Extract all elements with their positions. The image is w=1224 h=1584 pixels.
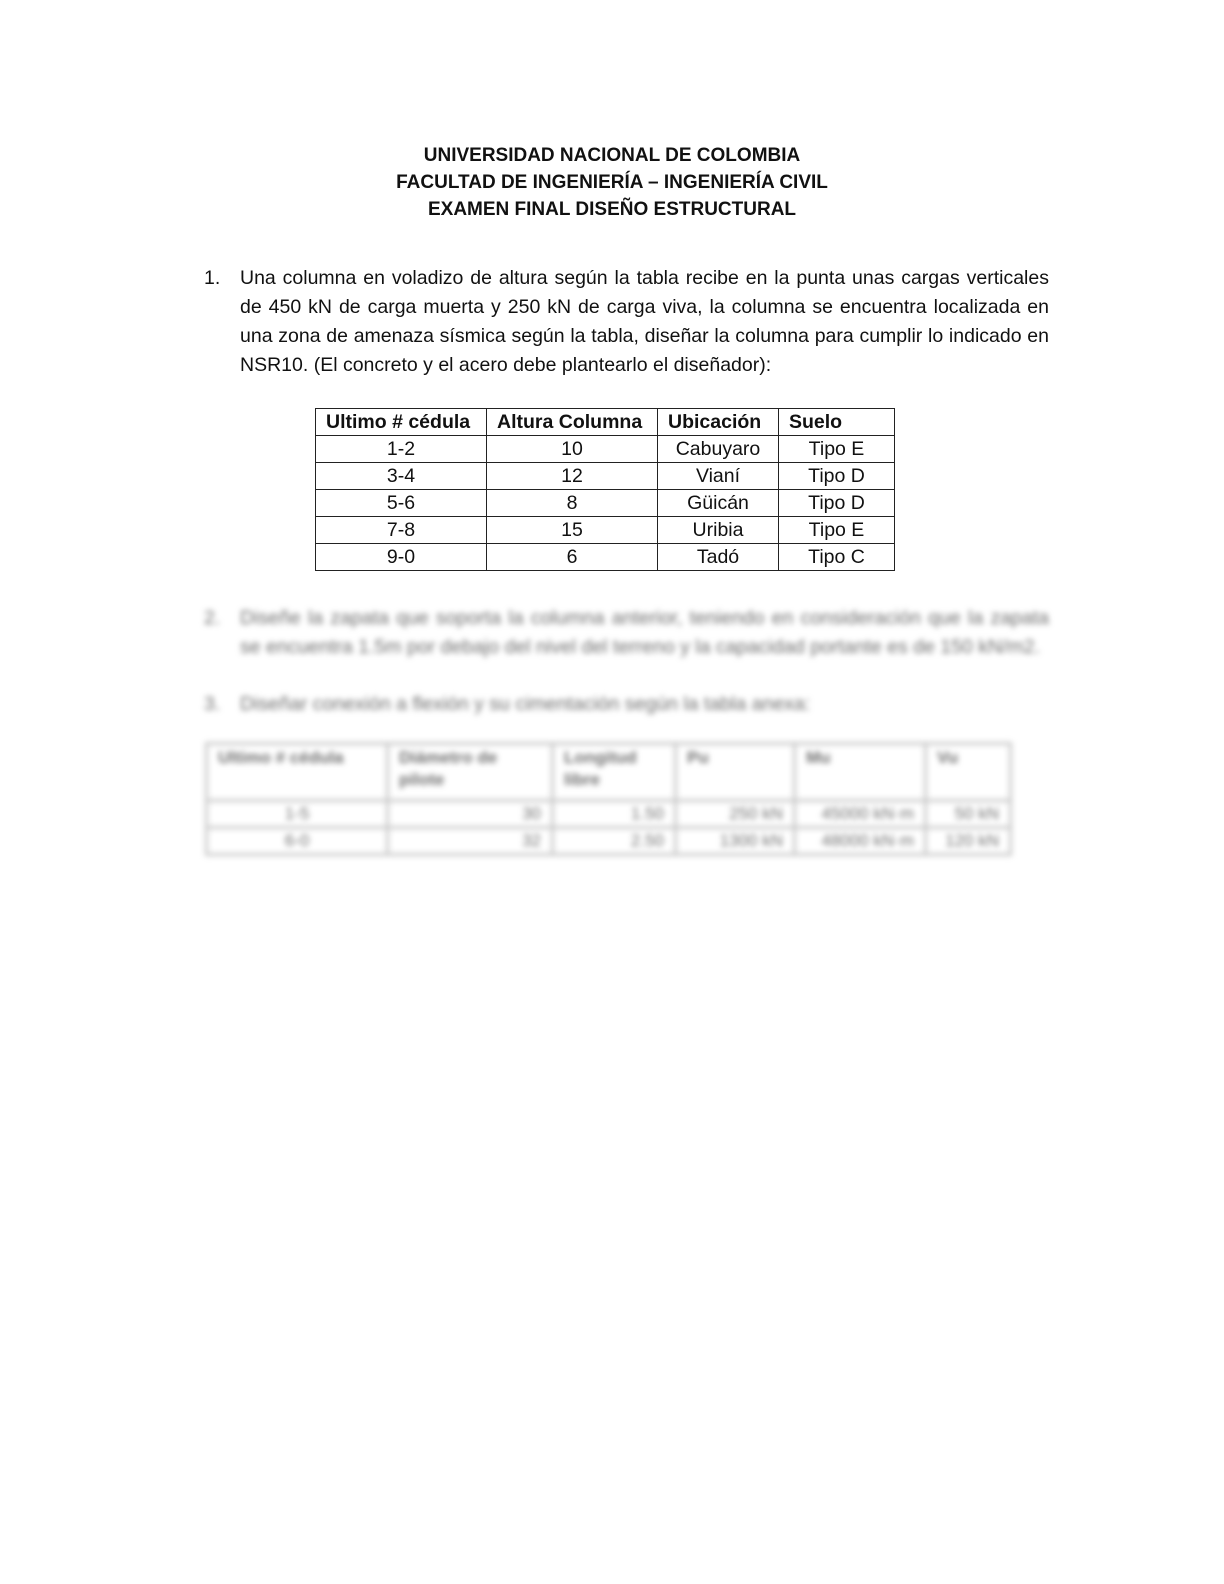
table-row [207, 801, 1011, 828]
table-header-cell: Ultimo # cédula [316, 409, 487, 436]
question-2-blurred [204, 604, 1049, 662]
table-cell: 30 [388, 801, 553, 828]
question-text: Diseñe la zapata que soporta la columna anterior, teniendo en consideración que la zapata se encuentra 1.5m por debajo del nivel del terreno y la capacidad portante es de 150 kN/m2. [240, 607, 1049, 658]
table-header-row [207, 744, 1011, 801]
table-cell: 15 [487, 517, 658, 544]
table-cell: 32 [388, 828, 553, 855]
table-cell: 250 kN [676, 801, 795, 828]
table-cell: Tipo C [779, 544, 895, 571]
table-cell: Tipo D [779, 463, 895, 490]
table-cell: Tipo E [779, 517, 895, 544]
table-header-cell: Pu [676, 744, 795, 801]
table-row [316, 544, 895, 571]
table-cell: Vianí [658, 463, 779, 490]
table-header-cell: Ultimo # cédula [207, 744, 388, 801]
table-cell: Tipo D [779, 490, 895, 517]
table-header-cell: Diámetro de pilote [388, 744, 553, 801]
table-cell: Tipo E [779, 436, 895, 463]
table-row [207, 828, 1011, 855]
table-cell: 1-5 [207, 801, 388, 828]
question-number: 1. [204, 267, 221, 289]
faculty-title: FACULTAD DE INGENIERÍA – INGENIERÍA CIVIL [396, 172, 828, 193]
table-row [316, 517, 895, 544]
table-header-cell: Longitud libre [553, 744, 676, 801]
table-cell: 45000 kN·m [795, 801, 926, 828]
question-text: Una columna en voladizo de altura según la tabla recibe en la punta unas cargas verticales de 450 kN de carga muerta y 250 kN de carga viva, la columna se encuentra localizada en una zona de amenaza sísmica según la tabla, diseñar la columna para cumplir lo indicado en NSR10. (El concreto y el acero debe plantearlo el diseñador): [240, 267, 1049, 376]
question-text: Diseñar conexión a flexión y su cimentación según la tabla anexa: [240, 693, 811, 715]
table-header-cell: Suelo [779, 409, 895, 436]
table-cell: 48000 kN·m [795, 828, 926, 855]
connection-data-table-blurred [205, 742, 1012, 856]
table-header-cell: Vu [926, 744, 1011, 801]
table-cell: 1.50 [553, 801, 676, 828]
table-header-cell: Altura Columna [487, 409, 658, 436]
university-title: UNIVERSIDAD NACIONAL DE COLOMBIA [423, 145, 801, 166]
question-number: 2. [204, 607, 221, 629]
table-cell: Cabuyaro [658, 436, 779, 463]
table-row [316, 436, 895, 463]
table-cell: 120 kN [926, 828, 1011, 855]
table-cell: 8 [487, 490, 658, 517]
table-cell: 2.50 [553, 828, 676, 855]
table-row [316, 463, 895, 490]
table-header-cell: Mu [795, 744, 926, 801]
table-cell: Güicán [658, 490, 779, 517]
column-data-table [315, 408, 895, 571]
table-cell: 12 [487, 463, 658, 490]
table-cell: 6-0 [207, 828, 388, 855]
question-3-blurred [204, 690, 1049, 719]
document-header [0, 142, 1224, 223]
table-cell: 10 [487, 436, 658, 463]
table-cell: 1-2 [316, 436, 487, 463]
table-cell: Uribia [658, 517, 779, 544]
table-row [316, 490, 895, 517]
question-1 [204, 264, 1049, 380]
table-cell: 3-4 [316, 463, 487, 490]
table-cell: 5-6 [316, 490, 487, 517]
table-cell: 50 kN [926, 801, 1011, 828]
question-number: 3. [204, 693, 221, 715]
table-cell: 9-0 [316, 544, 487, 571]
table-cell: 1300 kN [676, 828, 795, 855]
table-header-cell: Ubicación [658, 409, 779, 436]
table-cell: Tadó [658, 544, 779, 571]
table-cell: 6 [487, 544, 658, 571]
exam-title: EXAMEN FINAL DISEÑO ESTRUCTURAL [427, 199, 797, 220]
table-header-row [316, 409, 895, 436]
table-cell: 7-8 [316, 517, 487, 544]
